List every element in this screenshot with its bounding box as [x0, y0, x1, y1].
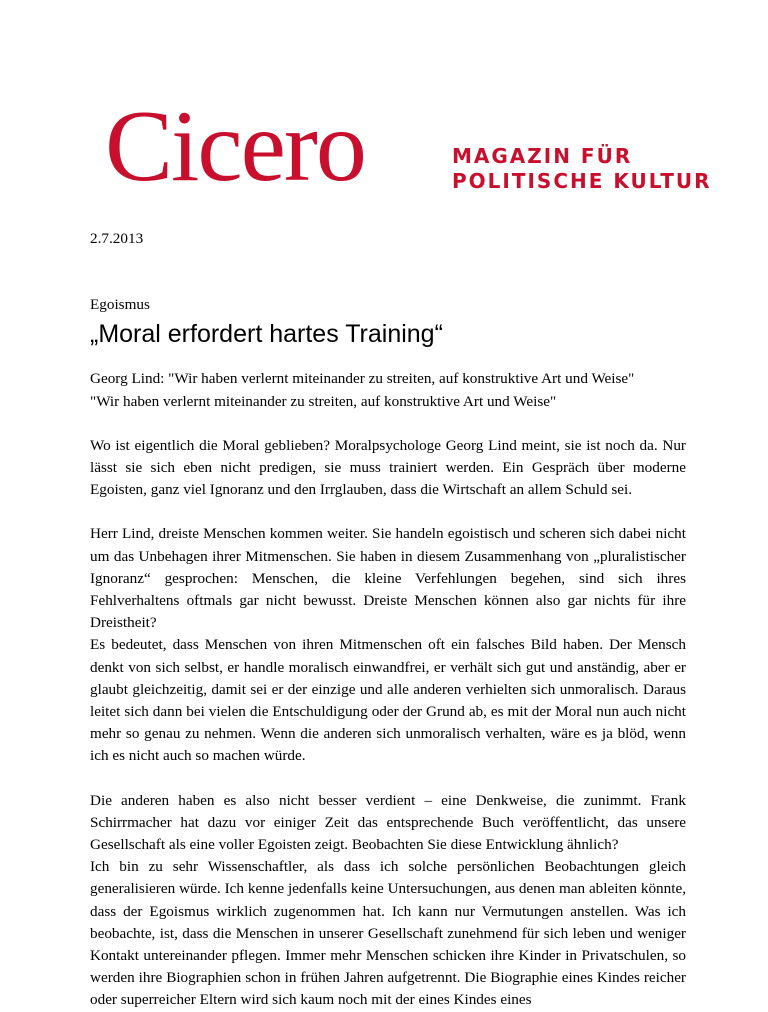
interview-question-1: Herr Lind, dreiste Menschen kommen weiter. Sie handeln egoistisch und scheren sich dabei nicht um das Unbehagen ihrer Mitmenschen. Sie haben in diesem Zusammenhang von „pluralistischer Ignoranz“ gesprochen: Menschen, die kleine Verfehlungen begehen, sind sich ihres Fehlverhaltens oftmals gar nicht bewusst. Dreiste Menschen können also gar nichts für ihre Dreistheit?: [90, 525, 686, 632]
article-kicker: Egoismus: [90, 296, 150, 314]
article-date: 2.7.2013: [90, 230, 144, 247]
interview-question-2: Die anderen haben es also nicht besser verdient – eine Denkweise, die zunimmt. Frank Schirrmacher hat dazu vor einiger Zeit das entsprechende Buch veröffentlicht, das unsere Gesellschaft als eine voller Egoisten zeigt. Beobachten Sie diese Entwicklung ähnlich?: [90, 791, 686, 854]
logo-tagline-line2: POLITISCHE KULTUR: [452, 169, 712, 193]
cicero-logo: [105, 90, 712, 206]
logo-tagline: [452, 144, 711, 194]
interview-answer-2: Ich bin zu sehr Wissenschaftler, als dass ich solche persönlichen Beobachtungen gleich generalisieren würde. Ich kenne jedenfalls keine Untersuchungen, aus denen man ableiten könnte, dass der Egoismus wirklich zugenommen hat. Ich kann nur Vermutungen anstellen. Was ich beobachte, ist, dass die Menschen in unserer Gesellschaft zunehmend für sich leben und weniger Kontakt untereinander pflegen. Immer mehr Menschen schicken ihre Kinder in Privatschulen, so werden ihre Biographien schon in frühen Jahren aufgetrennt. Die Biographie eines Kindes reicher oder superreicher Eltern wird sich kaum noch mit der eines Kindes eines: [90, 858, 686, 1009]
interview-answer-1: Es bedeutet, dass Menschen von ihren Mitmenschen oft ein falsches Bild haben. Der Mensch denkt von sich selbst, er handle moralisch einwandfrei, er verhält sich gut und anständig, aber er glaubt gleichzeitig, damit sei er der einzige und alle anderen verhielten sich unmoralisch. Daraus leitet sich dann bei vielen die Entschuldigung oder der Grund ab, es mit der Moral nun auch nicht mehr so genau zu nehmen. Wenn die anderen sich unmoralisch verhalten, wäre es ja blöd, wenn ich es nicht auch so machen würde.: [90, 636, 686, 765]
image-caption: Georg Lind: "Wir haben verlernt miteinander zu streiten, auf konstruktive Art und Weise": [90, 370, 635, 388]
article-headline: „Moral erfordert hartes Training“: [90, 320, 443, 349]
logo-wordmark: Cicero: [105, 90, 365, 203]
image-caption-repeat: "Wir haben verlernt miteinander zu streiten, auf konstruktive Art und Weise": [90, 392, 557, 410]
logo-tagline-line1: MAGAZIN FÜR: [452, 144, 633, 168]
article-teaser: Wo ist eigentlich die Moral geblieben? Moralpsychologe Georg Lind meint, sie ist noch da. Nur lässt sie sich eben nicht predigen, sie muss trainiert werden. Ein Gespräch über moderne Egoisten, ganz viel Ignoranz und den Irrglauben, dass die Wirtschaft an allem Schuld sei.: [90, 436, 686, 499]
article: [90, 228, 686, 1012]
